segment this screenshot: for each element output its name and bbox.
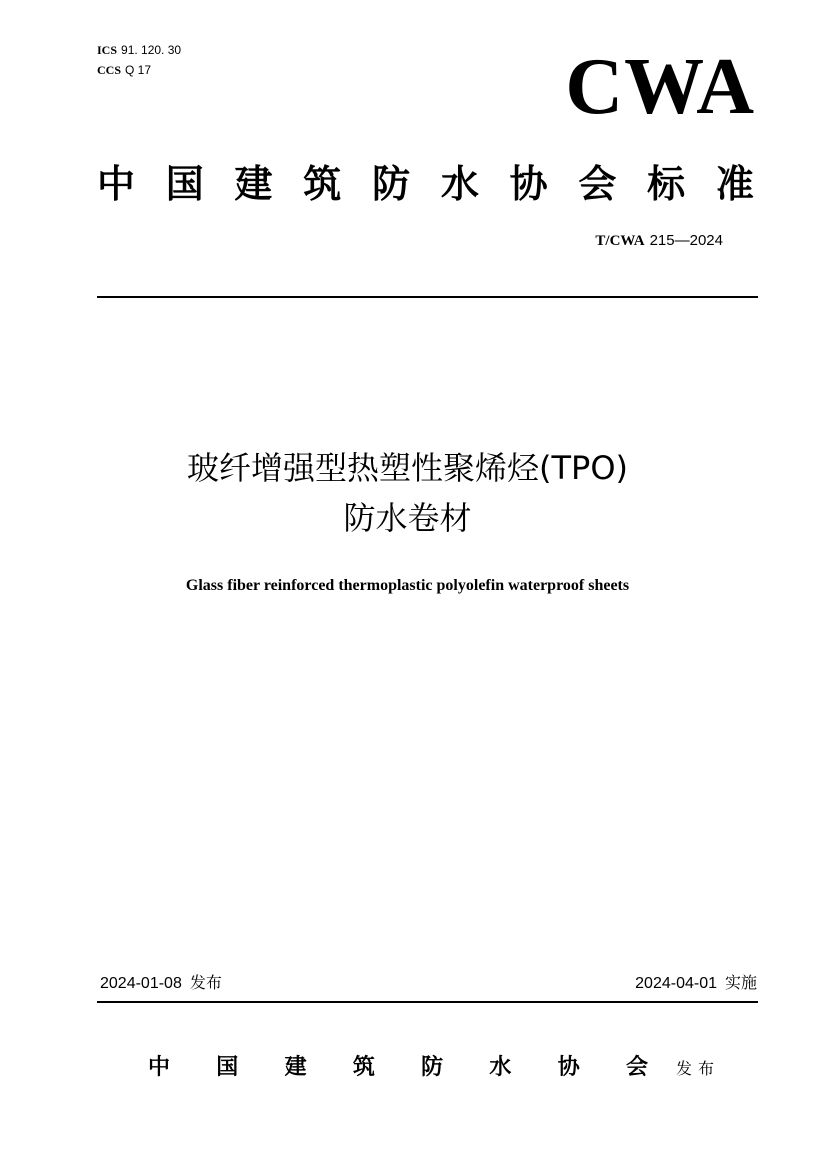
publisher-char: 筑	[352, 1054, 375, 1080]
title-en: Glass fiber reinforced thermoplastic polyolefin waterproof sheets	[185, 577, 630, 594]
issue-date-label: 发布	[189, 973, 222, 992]
ics-value: 91. 120. 30	[121, 43, 182, 57]
heading-char: 防	[372, 161, 411, 206]
top-divider	[97, 296, 758, 298]
standard-number-label: T/CWA	[595, 233, 645, 249]
publisher-char: 中	[148, 1054, 171, 1080]
issue-date	[100, 972, 222, 995]
publisher-char: 防	[421, 1054, 444, 1080]
publisher-action: 发布	[675, 1059, 720, 1078]
ccs-value: Q 17	[125, 63, 152, 77]
title-zh-line2: 防水卷材	[343, 499, 472, 537]
publisher-name	[148, 1052, 648, 1082]
heading-char: 准	[715, 161, 754, 206]
ccs-label: CCS	[97, 63, 122, 77]
heading-char: 国	[165, 161, 204, 206]
bottom-divider	[97, 1001, 758, 1003]
ics-label: ICS	[97, 43, 118, 57]
heading-char: 水	[440, 161, 479, 206]
standard-category-heading	[97, 160, 754, 208]
publisher-char: 水	[489, 1054, 512, 1080]
publisher-char: 协	[557, 1054, 580, 1080]
implementation-date-label: 实施	[724, 973, 757, 992]
publisher-char: 会	[625, 1054, 648, 1080]
cwa-logo: CWA	[565, 43, 755, 131]
implementation-date-value: 2024-04-01	[635, 975, 717, 992]
heading-char: 建	[234, 161, 273, 206]
heading-char: 筑	[303, 161, 342, 206]
heading-char: 标	[647, 161, 686, 206]
heading-char: 协	[509, 161, 548, 206]
title-zh-line1: 玻纤增强型热塑性聚烯烃(TPO)	[186, 449, 628, 487]
ics-code	[97, 43, 181, 57]
heading-char: 会	[578, 161, 617, 206]
implementation-date	[635, 972, 757, 995]
standard-number-value: 215—2024	[649, 232, 723, 249]
ccs-code	[97, 63, 151, 77]
publisher-char: 建	[284, 1054, 307, 1080]
heading-char: 中	[97, 161, 136, 206]
standard-number	[595, 232, 723, 250]
publisher-char: 国	[216, 1054, 239, 1080]
publisher	[148, 1052, 720, 1084]
issue-date-value: 2024-01-08	[100, 975, 182, 992]
